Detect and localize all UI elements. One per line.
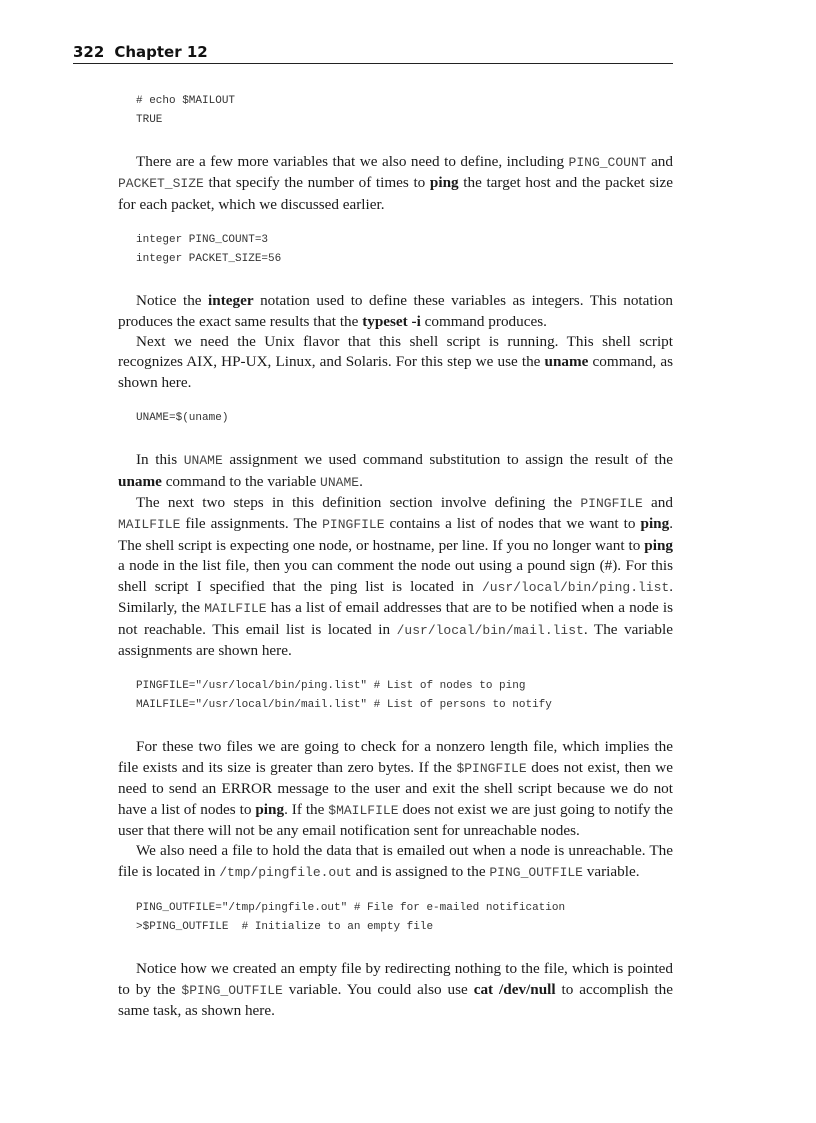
inline-code: $MAILFILE bbox=[328, 802, 399, 818]
text-run: Notice how we created an empty file by redirecting nothing to the file, which is pointed to by the bbox=[118, 960, 673, 998]
text-run: a node in the list file, then you can comment the node out using a pound sign (#). For this shell script I specified that the ping list is located in bbox=[118, 557, 673, 595]
text-run: The next two steps in this definition section involve defining the bbox=[136, 494, 581, 512]
text-run: . bbox=[359, 472, 363, 490]
inline-code: PINGFILE bbox=[322, 517, 385, 533]
paragraph bbox=[118, 493, 673, 661]
text-run: does not exist we are just going to notify the user that there will not be any email notification sent for unreachable nodes. bbox=[118, 800, 673, 839]
bold-term: uname bbox=[118, 472, 162, 490]
running-header bbox=[73, 43, 673, 64]
inline-code: PING_COUNT bbox=[568, 155, 647, 170]
code-block bbox=[118, 677, 673, 715]
text-run: . Similarly, the bbox=[118, 577, 673, 617]
text-run: variable. bbox=[582, 862, 640, 880]
bold-term: ping bbox=[644, 536, 673, 554]
inline-code: UNAME bbox=[183, 453, 223, 469]
inline-code: $PING_OUTFILE bbox=[181, 982, 283, 998]
inline-code: /usr/local/bin/ping.list bbox=[481, 579, 670, 595]
text-run: and is assigned to the bbox=[351, 862, 490, 880]
paragraph bbox=[118, 291, 673, 332]
code-block bbox=[118, 899, 673, 937]
text-run: command, as shown here. bbox=[118, 353, 673, 391]
inline-code: UNAME bbox=[320, 474, 360, 490]
code-line: PING_OUTFILE="/tmp/pingfile.out" # File for e-mailed notification bbox=[136, 902, 566, 915]
text-run: We also need a file to hold the data that is emailed out when a node is unreachable. The file is located in bbox=[118, 842, 673, 880]
page-body bbox=[118, 92, 673, 1021]
inline-code: $PINGFILE bbox=[456, 760, 527, 776]
text-run: and bbox=[646, 153, 673, 170]
text-run: . If the bbox=[284, 800, 329, 818]
text-run: There are a few more variables that we also need to define, including bbox=[136, 153, 569, 170]
text-run: command produces. bbox=[420, 312, 547, 330]
bold-term: typeset -i bbox=[362, 312, 421, 330]
paragraph bbox=[118, 841, 673, 883]
inline-code: MAILFILE bbox=[204, 601, 267, 617]
code-line: PINGFILE="/usr/local/bin/ping.list" # List of nodes to ping bbox=[136, 680, 526, 693]
code-line: # echo $MAILOUT bbox=[136, 95, 236, 107]
text-run: assignment we used command substitution to assign the result of the bbox=[222, 451, 673, 469]
text-run: variable. You could also use bbox=[282, 980, 474, 998]
bold-term: ping bbox=[255, 800, 285, 818]
code-line: >$PING_OUTFILE # Initialize to an empty file bbox=[136, 921, 434, 934]
text-run: command to the variable bbox=[161, 472, 321, 490]
bold-term: integer bbox=[208, 292, 254, 310]
text-run: that specify the number of times to bbox=[203, 174, 430, 192]
page-number: 322 bbox=[73, 43, 105, 61]
code-block bbox=[118, 409, 673, 428]
text-run: For these two files we are going to check for a nonzero length file, which implies the file exists and its size is greater than zero bytes. If the bbox=[118, 738, 673, 776]
chapter-title: Chapter 12 bbox=[114, 43, 208, 61]
paragraph bbox=[118, 450, 673, 493]
code-block bbox=[118, 92, 673, 130]
bold-term: uname bbox=[544, 353, 589, 371]
text-run: to accomplish the same task, as shown here. bbox=[118, 980, 673, 1019]
code-line: integer PACKET_SIZE=56 bbox=[136, 253, 282, 266]
text-run: contains a list of nodes that we want to bbox=[384, 515, 641, 533]
paragraph bbox=[118, 959, 673, 1021]
inline-code: /tmp/pingfile.out bbox=[219, 864, 352, 880]
code-block bbox=[118, 231, 673, 269]
code-line: integer PING_COUNT=3 bbox=[136, 234, 269, 247]
text-run: and bbox=[642, 494, 673, 512]
inline-code: PING_OUTFILE bbox=[489, 864, 583, 880]
inline-code: PACKET_SIZE bbox=[118, 176, 204, 192]
text-run: . The shell script is expecting one node, or hostname, per line. If you no longer want to bbox=[118, 515, 674, 554]
bold-term: cat /dev/null bbox=[473, 980, 556, 998]
code-line: UNAME=$(uname) bbox=[136, 412, 229, 425]
text-run: notation used to define these variables as integers. This notation produces the exact same results that the bbox=[118, 292, 674, 330]
text-run: has a list of email addresses that are to be notified when a node is not reachable. This email list is located in bbox=[118, 599, 673, 638]
inline-code: /usr/local/bin/mail.list bbox=[396, 622, 584, 638]
text-run: . The variable assignments are shown here. bbox=[118, 620, 673, 659]
paragraph bbox=[118, 737, 673, 841]
inline-code: MAILFILE bbox=[118, 517, 181, 533]
text-run: file assignments. The bbox=[180, 515, 323, 533]
code-line: TRUE bbox=[136, 114, 163, 126]
text-run: does not exist, then we need to send an ERROR message to the user and exit the shell script because we do not have a list of nodes to bbox=[118, 758, 673, 818]
text-run: the target host and the packet size for each packet, which we discussed earlier. bbox=[118, 174, 673, 213]
text-run: Notice the bbox=[136, 292, 209, 310]
inline-code: PINGFILE bbox=[580, 496, 643, 512]
text-run: In this bbox=[136, 451, 184, 469]
code-line: MAILFILE="/usr/local/bin/mail.list" # List of persons to notify bbox=[136, 699, 552, 712]
paragraph bbox=[118, 152, 673, 215]
bold-term: ping bbox=[640, 515, 670, 533]
paragraph bbox=[118, 332, 673, 393]
text-run: Next we need the Unix flavor that this shell script is running. This shell script recognizes AIX, HP-UX, Linux, and Solaris. For this step we use the bbox=[118, 333, 673, 371]
bold-term: ping bbox=[429, 174, 459, 192]
